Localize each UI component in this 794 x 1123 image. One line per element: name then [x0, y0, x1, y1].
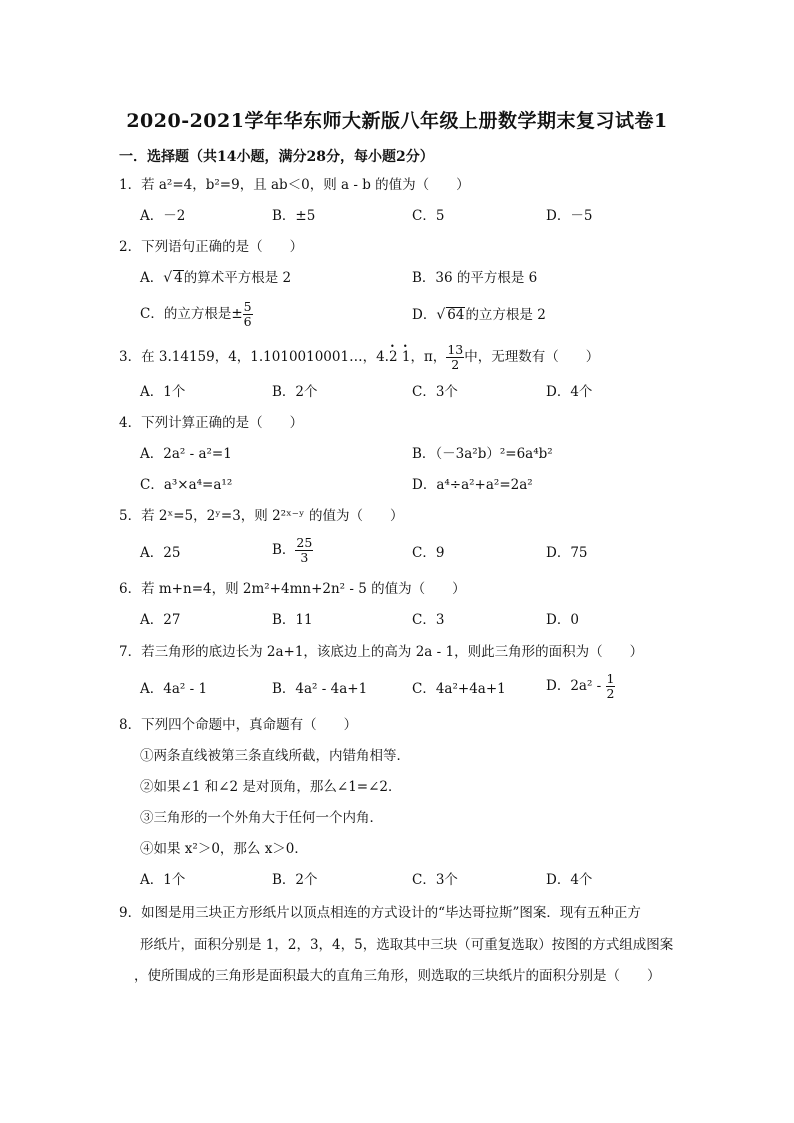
q2-d-text: 的立方根是 2 — [465, 307, 546, 323]
q5-option-b — [272, 536, 313, 565]
q3-stem-start: 3．在 3.14159，4，1.1010010001…，4. — [119, 349, 389, 365]
sqrt-symbol: √ — [436, 307, 446, 323]
q6-option-c: C．3 — [412, 612, 445, 628]
q2-c-denominator: 6 — [243, 314, 252, 329]
q3-fraction — [446, 343, 464, 372]
q3-repeating-digit-1: • 2 — [389, 348, 398, 366]
q2-option-d — [412, 306, 546, 324]
q8-statement-2: ②如果∠1 和∠2 是对顶角，那么∠1=∠2． — [140, 779, 402, 795]
q2-option-a — [140, 269, 291, 287]
q8-statement-3: ③三角形的一个外角大于任何一个内角． — [140, 810, 383, 826]
q8-option-b: B．2个 — [272, 872, 318, 888]
q2-a-radicand: 4 — [174, 270, 183, 286]
q3-numerator: 13 — [447, 342, 464, 357]
question-8-stem: 8．下列四个命题中，真命题有（ ） — [119, 717, 358, 733]
q3-option-d: D．4个 — [546, 384, 593, 400]
q7-option-b: B．4a² - 4a+1 — [272, 681, 368, 697]
q1-option-a: A．－2 — [140, 208, 186, 224]
q8-option-c: C．3个 — [412, 872, 458, 888]
q3-denominator: 2 — [451, 357, 460, 372]
question-9-line-2: 形纸片，面积分别是 1，2，3，4，5，选取其中三块（可重复选取）按图的方式组成图案 — [140, 937, 674, 953]
exam-title: 2020-2021学年华东师大新版八年级上册数学期末复习试卷1 — [126, 110, 668, 132]
q5-b-denominator: 3 — [300, 550, 309, 565]
q3-repeating-digit-2: • 1 — [402, 348, 411, 366]
q7-option-c: C．4a²+4a+1 — [412, 681, 506, 697]
q2-a-text: 的算术平方根是 2 — [183, 270, 292, 286]
q6-option-a: A．27 — [140, 612, 181, 628]
q4-option-b: B．（－3a²b）²=6a⁴b² — [412, 446, 553, 462]
question-1-stem: 1．若 a²=4，b²=9，且 ab＜0，则 a - b 的值为（ ） — [119, 177, 470, 193]
q5-option-d: D．75 — [546, 545, 588, 561]
question-5-stem: 5．若 2ˣ=5，2ʸ=3，则 2²ˣ⁻ʸ 的值为（ ） — [119, 508, 404, 524]
question-7-stem: 7．若三角形的底边长为 2a+1，该底边上的高为 2a - 1，则此三角形的面积为（ ） — [119, 644, 644, 660]
q3-stem-mid: ，π， — [410, 349, 447, 365]
q3-option-b: B．2个 — [272, 384, 318, 400]
q5-option-c: C．9 — [412, 545, 445, 561]
question-4-stem: 4．下列计算正确的是（ ） — [119, 415, 304, 431]
q3-stem-end: 中，无理数有（ ） — [464, 349, 600, 365]
q8-statement-4: ④如果 x²＞0，那么 x＞0． — [140, 841, 308, 857]
q7-option-d — [546, 672, 615, 701]
q8-option-a: A．1个 — [140, 872, 186, 888]
q6-option-d: D．0 — [546, 612, 579, 628]
q4-option-a: A．2a² - a²=1 — [140, 446, 232, 462]
question-9-line-3: ，使所围成的三角形是面积最大的直角三角形，则选取的三块纸片的面积分别是（ ） — [134, 968, 661, 984]
q7-d-text: D．2a² - — [546, 678, 606, 694]
q7-d-fraction — [606, 672, 616, 701]
question-2-stem: 2．下列语句正确的是（ ） — [119, 239, 304, 255]
q5-option-a: A．25 — [140, 545, 181, 561]
q2-c-numerator: 5 — [243, 299, 252, 314]
q2-d-label: D． — [412, 307, 437, 323]
q4-option-c: C．a³×a⁴=a¹² — [140, 477, 233, 493]
q8-statement-1: ①两条直线被第三条直线所截，内错角相等． — [140, 748, 410, 764]
q2-a-label: A． — [140, 270, 164, 286]
question-3-stem — [119, 343, 599, 372]
q1-option-c: C．5 — [412, 208, 445, 224]
q2-c-fraction — [243, 300, 253, 329]
sqrt-symbol: √ — [163, 270, 173, 286]
q5-b-numerator: 25 — [296, 535, 313, 550]
q6-option-b: B．11 — [272, 612, 313, 628]
q7-option-a: A．4a² - 1 — [140, 681, 208, 697]
q2-d-radicand: 64 — [447, 307, 465, 323]
q2-option-c — [140, 300, 253, 329]
q5-b-fraction — [295, 536, 313, 565]
question-6-stem: 6．若 m+n=4，则 2m²+4mn+2n² - 5 的值为（ ） — [119, 581, 466, 597]
q3-option-a: A．1个 — [140, 384, 186, 400]
question-9-line-1: 9．如图是用三块正方形纸片以顶点相连的方式设计的“毕达哥拉斯”图案．现有五种正方 — [119, 905, 641, 921]
q5-b-label: B． — [272, 542, 296, 558]
q1-option-d: D．－5 — [546, 208, 593, 224]
section-heading: 一．选择题（共14小题，满分28分，每小题2分） — [119, 149, 434, 165]
q7-d-numerator: 1 — [606, 671, 615, 686]
q8-option-d: D．4个 — [546, 872, 593, 888]
q1-option-b: B．±5 — [272, 208, 316, 224]
q2-option-b: B．36 的平方根是 6 — [412, 270, 538, 286]
q3-option-c: C．3个 — [412, 384, 458, 400]
q4-option-d: D．a⁴÷a²+a²=2a² — [412, 477, 533, 493]
q2-c-text: C．的立方根是± — [140, 306, 243, 322]
q7-d-denominator: 2 — [606, 686, 615, 701]
